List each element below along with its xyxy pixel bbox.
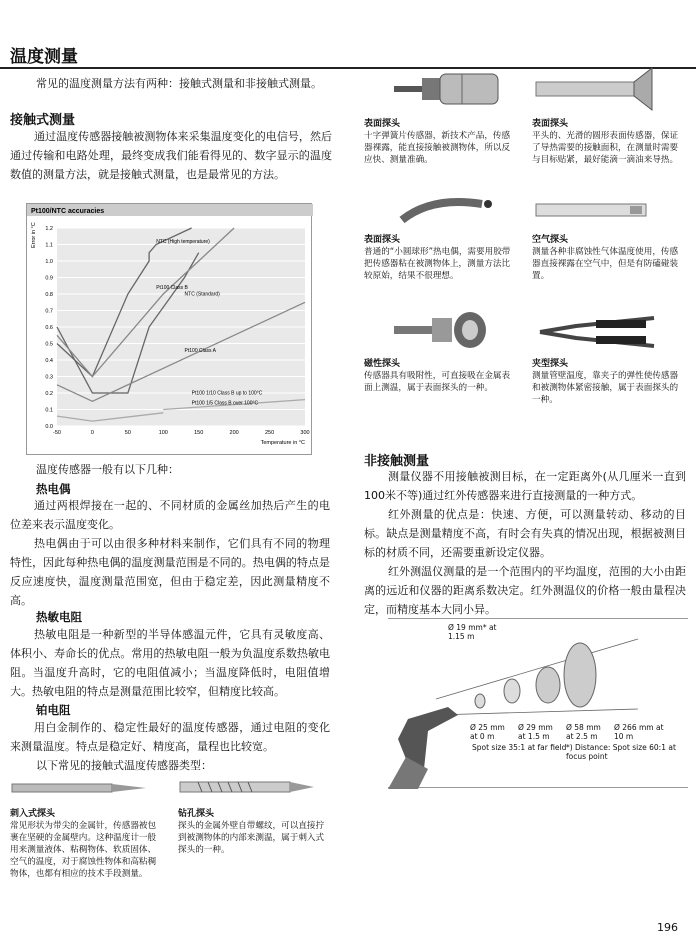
chart-title: Pt100/NTC accuracies bbox=[31, 208, 105, 215]
ir-spot-1: Ø 25 mm at 0 m bbox=[470, 723, 505, 741]
platinum-heading: 铂电阻 bbox=[36, 703, 71, 717]
y-tick-label: 0.3 bbox=[45, 374, 53, 381]
probe-2-name: 表面探头 bbox=[532, 119, 569, 129]
probe-image-8 bbox=[178, 772, 318, 802]
y-tick-label: 1.1 bbox=[45, 242, 53, 249]
probe-3 bbox=[364, 234, 514, 282]
y-tick-label: 0.0 bbox=[45, 424, 53, 430]
probe-2-desc: 平头的、光滑的圆形表面传感器，保证了导热需要的接触面积，在测量时需要与目标贴紧，最好能滴一滴油来导热。 bbox=[532, 131, 679, 165]
ir-figure bbox=[388, 618, 688, 788]
probe-3-name: 表面探头 bbox=[364, 235, 401, 245]
probe-image-6 bbox=[536, 308, 656, 352]
thermistor-para: 热敏电阻是一种新型的半导体感温元件，它具有灵敏度高、体积小、寿命长的优点。常用的热敏电阻一般为负温度系数热敏电阻。当温度升高时，它的电阻值减小；当温度降低时，电阻值增大。热敏电阻的特点是测量范围比较窄，但精度比较高。 bbox=[10, 628, 330, 698]
probe-4-desc: 测量各种非腐蚀性气体温度使用，传感器直接裸露在空气中，但是有防磕碰装置。 bbox=[532, 247, 679, 281]
noncontact-p1: 测量仪器不用接触被测目标，在一定距离外(从几厘米一直到100米不等)通过红外传感器来进行直接测量的一种方式。 bbox=[364, 470, 686, 502]
x-tick-label: 300 bbox=[300, 430, 310, 436]
probe-8-name: 钻孔探头 bbox=[178, 809, 215, 819]
thermocouple-p2: 热电偶由于可以由很多种材料来制作，它们具有不同的物理特性，因此每种热电偶的温度测量范围是不同的。热电偶的特点是反应速度快，温度测量范围宽，但由于稳定差，因此测量精度不高。 bbox=[10, 537, 330, 607]
contact-para: 通过温度传感器接触被测物体来采集温度变化的电信号，然后通过传输和电路处理，最终变成我们能看得见的、数字显示的温度数值的测量方法，就是接触式测量，也是最常见的方法。 bbox=[10, 130, 332, 181]
probe-2 bbox=[532, 118, 686, 166]
probe-image-3 bbox=[392, 190, 502, 230]
probe-1-desc: 十字弹簧片传感器，新技术产品，传感器裸露，能直接接触被测物体，所以反应快、测量准确。 bbox=[364, 131, 511, 165]
thermocouple-p1: 通过两根焊接在一起的、不同材质的金属丝加热后产生的电位差来表示温度变化。 bbox=[10, 499, 330, 531]
y-tick-label: 0.4 bbox=[45, 358, 53, 364]
thermistor-heading: 热敏电阻 bbox=[36, 610, 82, 624]
page-number: 196 bbox=[657, 921, 678, 934]
series-label: Pt100 Class B bbox=[156, 285, 188, 292]
probe-1-name: 表面探头 bbox=[364, 119, 401, 129]
series-label: NTC (Standard) bbox=[184, 291, 220, 298]
ir-note-left: Spot size 35:1 at far field bbox=[472, 743, 567, 752]
noncontact-p3: 红外测温仪测量的是一个范围内的平均温度，范围的大小由距离的远近和仪器的距离系数决定。红外测温仪的价格一般由量程决定，而精度基本大同小异。 bbox=[364, 565, 686, 616]
ir-spot-3: Ø 58 mm at 2.5 m bbox=[566, 723, 601, 741]
series-label: Pt100 Class A bbox=[184, 347, 216, 354]
probe-5-desc: 传感器具有吸附性，可直接吸在金属表面上测温，属于表面探头的一种。 bbox=[364, 371, 511, 393]
series-label: Pt100 1/5 Class B over 100°C bbox=[191, 400, 259, 407]
x-tick-label: 200 bbox=[229, 430, 239, 436]
y-tick-label: 0.5 bbox=[45, 341, 53, 348]
probe-7 bbox=[10, 808, 160, 880]
probe-4 bbox=[532, 234, 686, 282]
y-tick-label: 0.7 bbox=[45, 308, 53, 315]
x-tick-label: -50 bbox=[53, 430, 61, 436]
page-title: 温度测量 bbox=[10, 47, 78, 67]
probe-7-desc: 常见形状为带尖的金属针，传感器被包裹在坚硬的金属壁内。这种温度计一般用来测量液体、粘稠物体、软质固体、空气的温度，对于腐蚀性物体和高粘稠物体，也都有相应的技术手段测量。 bbox=[10, 821, 157, 879]
kinds-intro: 温度传感器一般有以下几种： bbox=[36, 463, 179, 476]
ir-spot-2: Ø 29 mm at 1.5 m bbox=[518, 723, 553, 741]
probe-8-desc: 探头的金属外壁自带螺纹，可以直接拧到被测物体的内部来测温，属于刺入式探头的一种。 bbox=[178, 821, 325, 855]
probe-image-4 bbox=[534, 196, 654, 226]
y-axis-label: Error in °C bbox=[31, 222, 37, 248]
series-label: Pt100 1/10 Class B up to 100°C bbox=[191, 390, 263, 397]
probe-6-desc: 测量管壁温度，靠夹子的弹性使传感器和被测物体紧密接触，属于表面探头的一种。 bbox=[532, 371, 679, 405]
noncontact-p2: 红外测量的优点是：快速、方便，可以测量转动、移动的目标。缺点是测量精度不高，有时会有失真的情况出现，根据被测目标的材质不同，还需要重新设定仪器。 bbox=[364, 508, 686, 559]
thermocouple-heading: 热电偶 bbox=[36, 482, 71, 496]
probe-1 bbox=[364, 118, 514, 166]
intro-text: 常见的温度测量方法有两种：接触式测量和非接触式测量。 bbox=[36, 77, 322, 90]
noncontact-heading: 非接触测量 bbox=[364, 454, 430, 469]
accuracy-chart bbox=[26, 203, 312, 455]
x-tick-label: 250 bbox=[264, 430, 275, 436]
x-tick-label: 0 bbox=[90, 430, 94, 436]
ir-figure-svg bbox=[388, 619, 688, 789]
y-tick-label: 1.2 bbox=[45, 226, 53, 232]
y-tick-label: 0.6 bbox=[45, 325, 53, 331]
probe-image-7 bbox=[10, 776, 150, 800]
probe-8 bbox=[178, 808, 330, 856]
probe-image-5 bbox=[392, 308, 502, 352]
y-tick-label: 1.0 bbox=[45, 259, 53, 265]
contact-heading: 接触式测量 bbox=[10, 113, 76, 128]
probe-4-name: 空气探头 bbox=[532, 235, 569, 245]
x-tick-label: 100 bbox=[158, 430, 168, 436]
ir-spot-4: Ø 266 mm at 10 m bbox=[614, 723, 664, 741]
y-tick-label: 0.9 bbox=[45, 275, 53, 282]
y-tick-label: 0.2 bbox=[45, 391, 53, 397]
probe-3-desc: 普通的“小圆球形”热电偶，需要用胶带把传感器粘在被测物体上，测量方法比较原始，结果不很理想。 bbox=[364, 247, 511, 281]
x-axis-label: Temperature in °C bbox=[260, 440, 305, 446]
y-tick-label: 0.8 bbox=[45, 292, 53, 298]
ir-top-label: Ø 19 mm* at 1.15 m bbox=[448, 623, 497, 641]
platinum-para: 用白金制作的、稳定性最好的温度传感器，通过电阻的变化来测量温度。特点是稳定好、精度高，量程也比较宽。 bbox=[10, 721, 330, 753]
y-tick-label: 0.1 bbox=[45, 407, 53, 414]
probe-7-name: 刺入式探头 bbox=[10, 809, 56, 819]
probe-image-1 bbox=[392, 64, 502, 114]
probe-5-name: 磁性探头 bbox=[364, 359, 401, 369]
probe-6 bbox=[532, 358, 686, 406]
series-label: NTC (High temperature) bbox=[156, 238, 210, 245]
probe-5 bbox=[364, 358, 514, 394]
chart-svg bbox=[27, 204, 313, 456]
ir-note-right: *) Distance: Spot size 60:1 at focus point bbox=[566, 743, 676, 761]
x-tick-label: 50 bbox=[124, 430, 131, 436]
probe-6-name: 夹型探头 bbox=[532, 359, 569, 369]
types-intro: 以下常见的接触式温度传感器类型： bbox=[36, 759, 212, 772]
x-tick-label: 150 bbox=[194, 430, 204, 436]
probe-image-2 bbox=[534, 64, 654, 114]
